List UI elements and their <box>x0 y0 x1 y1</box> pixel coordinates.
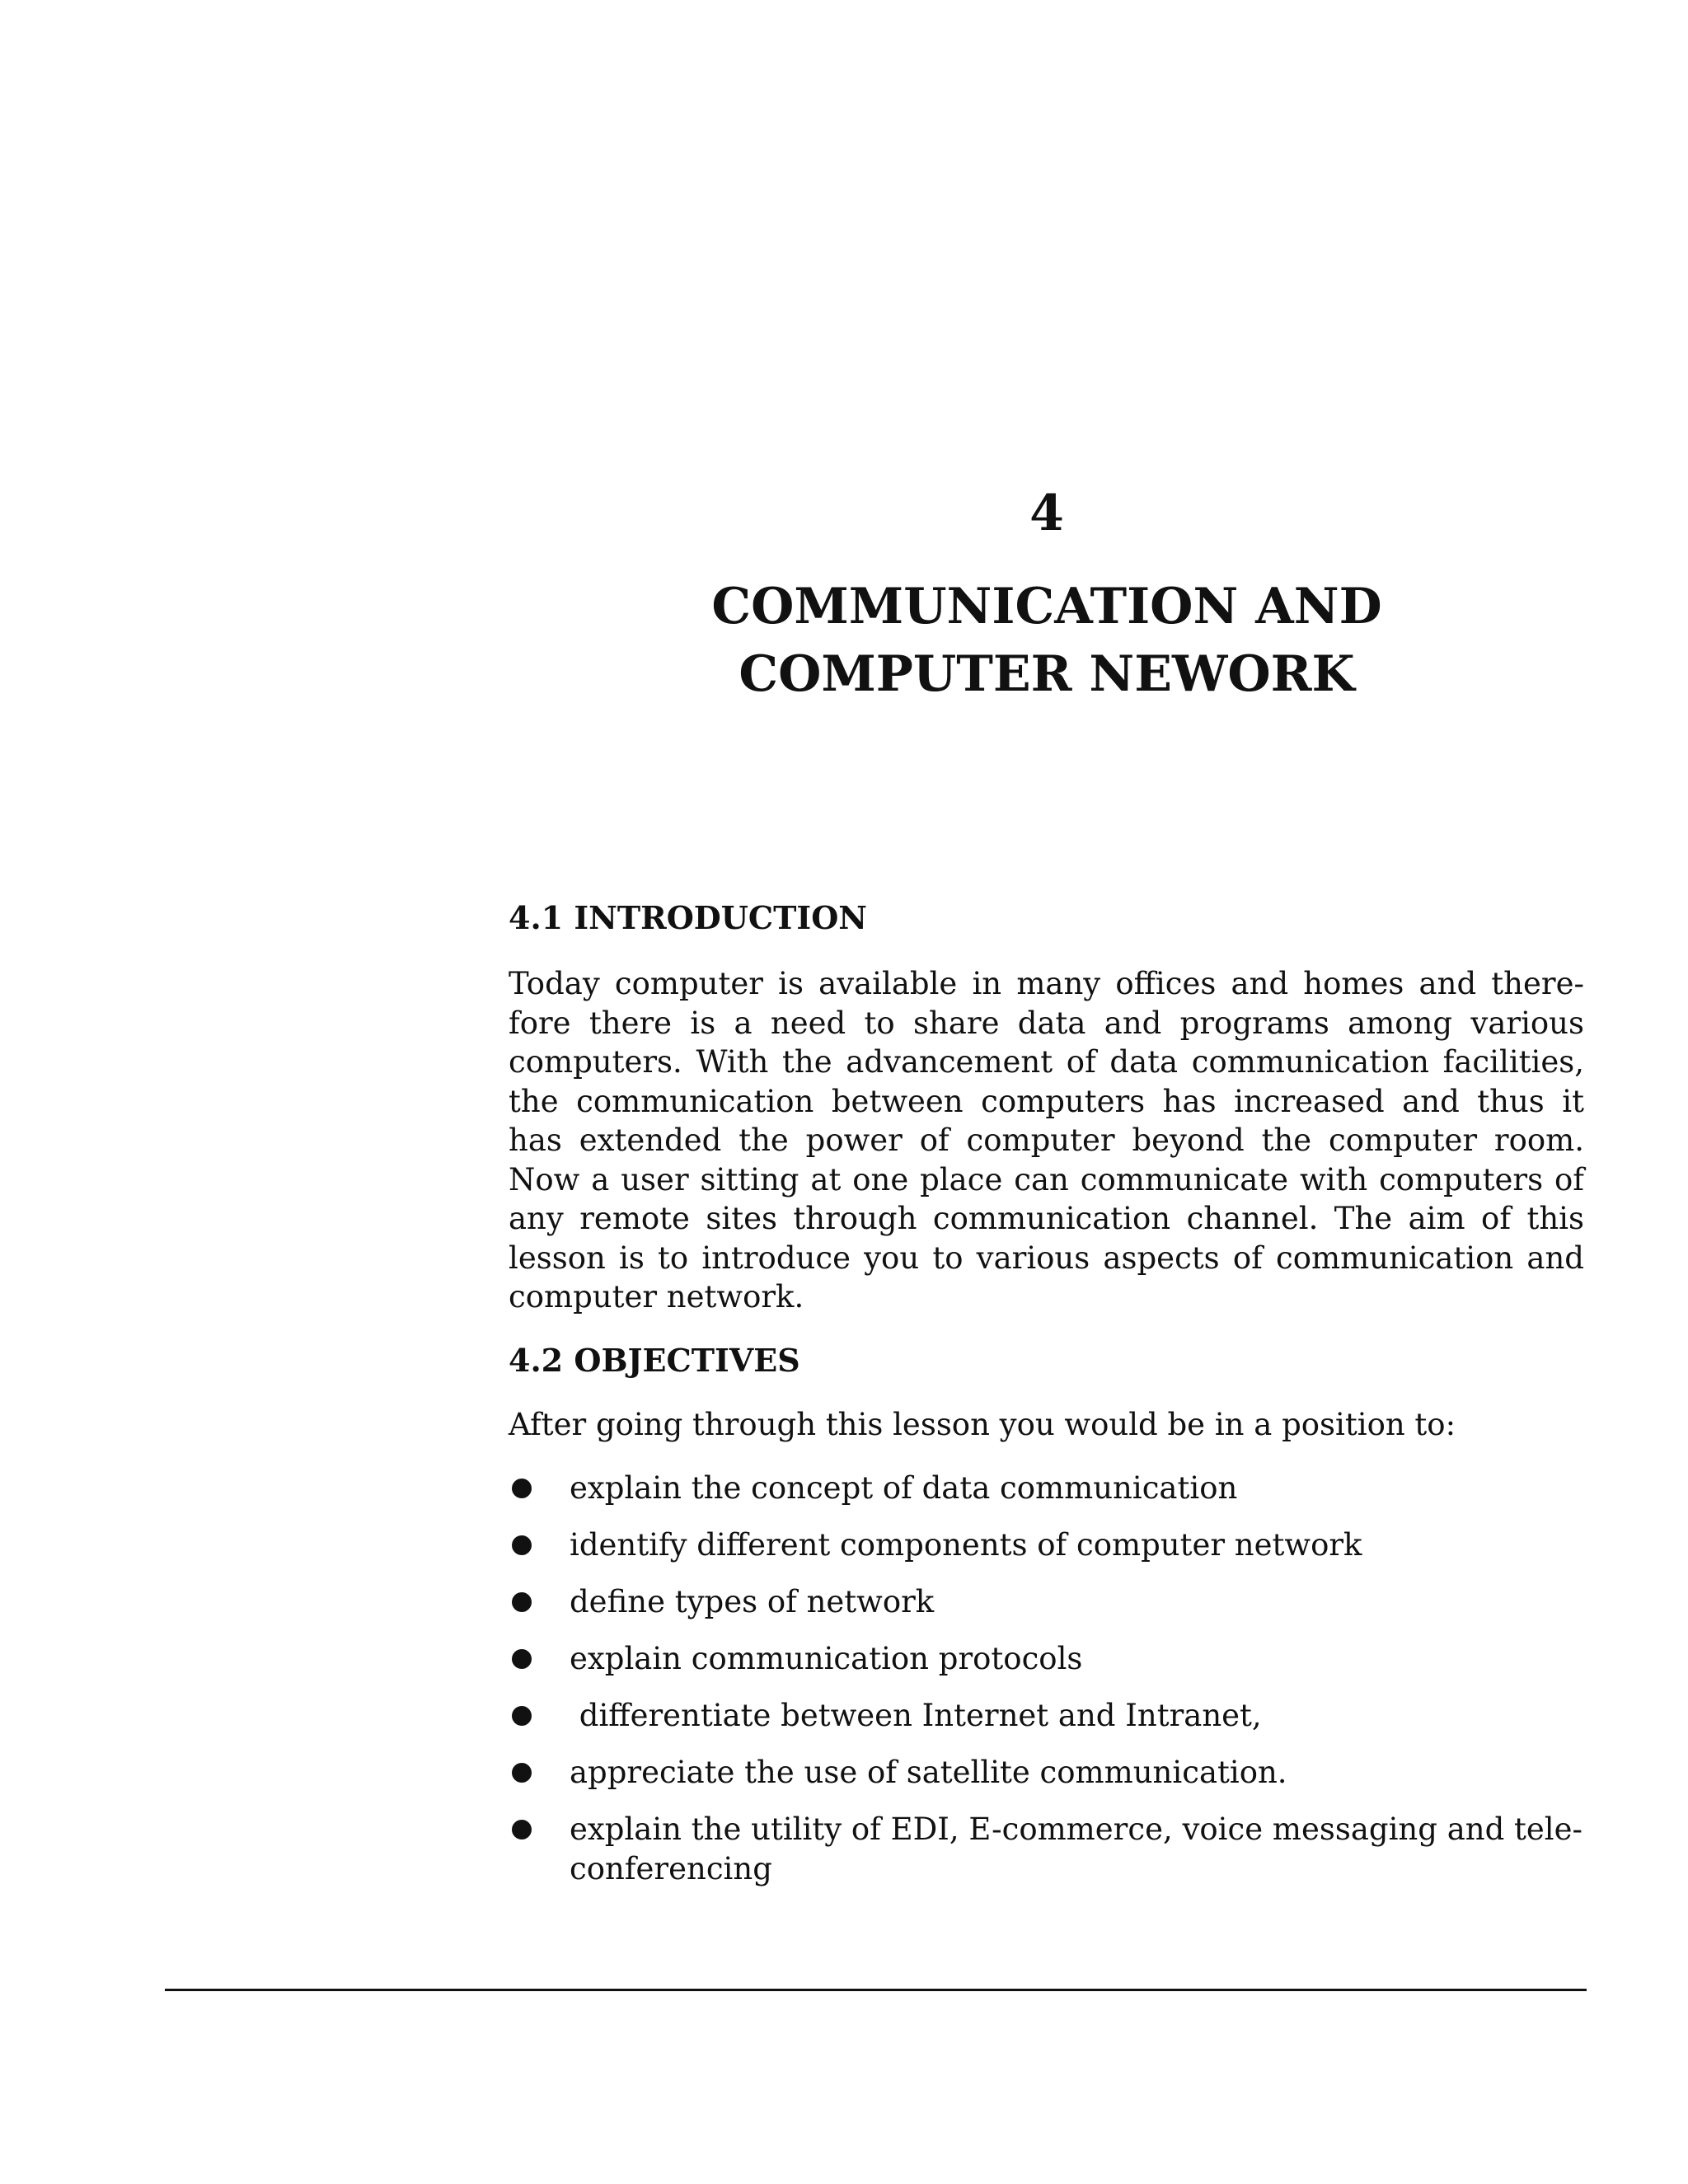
chapter-title-line: COMMUNICATION AND <box>711 578 1382 635</box>
bullet-icon <box>512 1649 532 1669</box>
bullet-icon <box>512 1535 532 1555</box>
list-item-text: define types of network <box>570 1584 935 1619</box>
paragraph-line: the communication between computers has increased and thus it <box>509 1083 1584 1119</box>
list-item <box>509 1582 1588 1622</box>
chapter-title-line: COMPUTER NEWORK <box>738 645 1355 703</box>
list-item <box>509 1753 1588 1793</box>
bullet-icon <box>512 1479 532 1498</box>
paragraph-line: computer network. <box>509 1279 804 1315</box>
objectives-intro: After going through this lesson you would be in a position to: <box>509 1407 1456 1442</box>
list-item <box>509 1469 1588 1508</box>
paragraph-line: Today computer is available in many offices and homes and there- <box>509 966 1584 1001</box>
list-item-text: explain the concept of data communication <box>570 1470 1238 1506</box>
paragraph-line: fore there is a need to share data and programs among various <box>509 1005 1584 1041</box>
objectives-list <box>509 1469 1588 1906</box>
bullet-icon <box>512 1763 532 1783</box>
introduction-heading: 4.1 INTRODUCTION <box>509 899 868 936</box>
bullet-icon <box>512 1706 532 1726</box>
list-item <box>509 1810 1588 1889</box>
list-item-text: appreciate the use of satellite communication. <box>570 1755 1287 1790</box>
list-item <box>509 1696 1588 1736</box>
bullet-icon <box>512 1592 532 1612</box>
list-item <box>509 1639 1588 1679</box>
list-item-text: differentiate between Internet and Intranet, <box>570 1698 1262 1733</box>
chapter-title <box>684 573 1409 708</box>
paragraph-line: Now a user sitting at one place can communicate with computers of <box>509 1161 1584 1197</box>
introduction-paragraph <box>509 964 1584 1317</box>
chapter-number: 4 <box>1029 485 1064 542</box>
objectives-heading: 4.2 OBJECTIVES <box>509 1342 800 1379</box>
bullet-icon <box>512 1820 532 1840</box>
paragraph-line: computers. With the advancement of data communication facilities, <box>509 1044 1584 1080</box>
paragraph-line: has extended the power of computer beyond the computer room. <box>509 1122 1584 1158</box>
paragraph-line: any remote sites through communication channel. The aim of this <box>509 1201 1584 1236</box>
list-item-text: identify different components of computer network <box>570 1527 1362 1563</box>
list-item <box>509 1526 1588 1565</box>
footer-divider <box>165 1989 1587 1991</box>
list-item-text: explain communication protocols <box>570 1641 1083 1676</box>
list-item-text: explain the utility of EDI, E-commerce, voice messaging and tele-conferencing <box>570 1811 1583 1886</box>
paragraph-line: lesson is to introduce you to various aspects of communication and <box>509 1240 1584 1276</box>
